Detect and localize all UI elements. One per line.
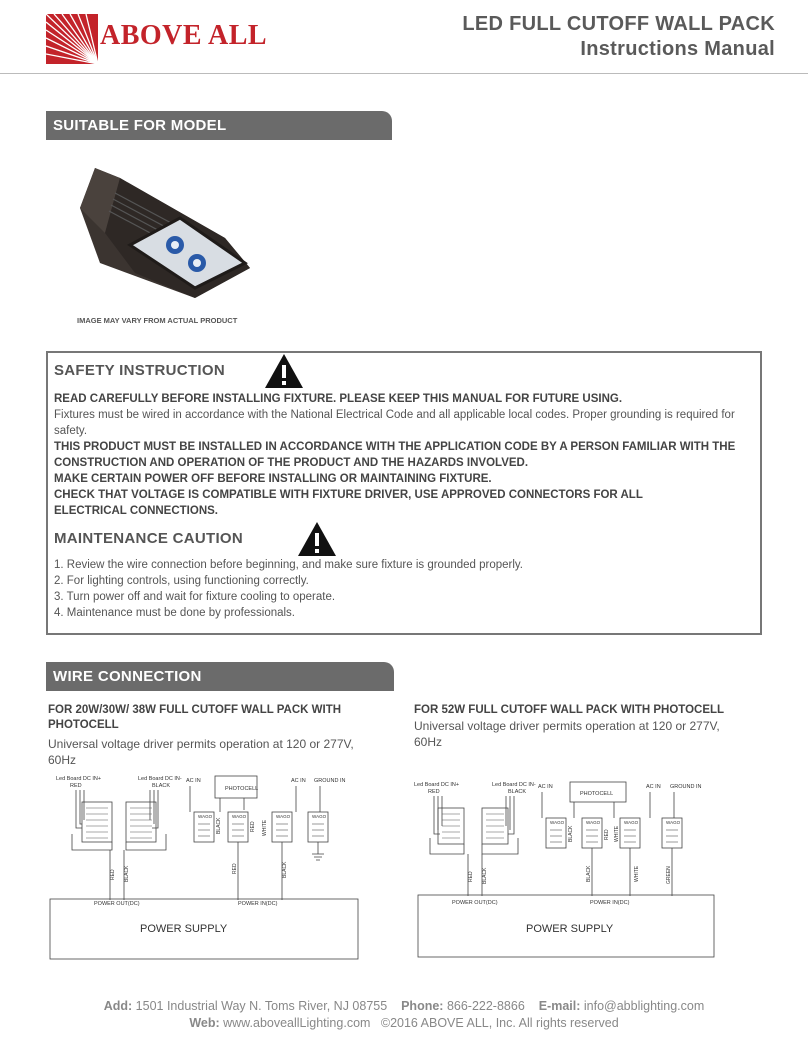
- label-black: BLACK: [586, 865, 592, 882]
- wiring-diagram-right: [414, 778, 716, 960]
- safety-line-5: CHECK THAT VOLTAGE IS COMPATIBLE WITH FIXTURE DRIVER, USE APPROVED CONNECTORS FOR ALL ELECTRICAL CONNECTIONS.: [54, 489, 643, 517]
- safety-line-1: READ CAREFULLY BEFORE INSTALLING FIXTURE. PLEASE KEEP THIS MANUAL FOR FUTURE USING.: [54, 393, 623, 405]
- label-ground-in: GROUND IN: [670, 784, 702, 790]
- label-wago: WAGO: [276, 814, 291, 819]
- label-black: BLACK: [508, 789, 527, 795]
- label-green: GREEN: [666, 866, 672, 884]
- label-power-out: POWER OUT(DC): [452, 900, 498, 906]
- safety-line-4: MAKE CERTAIN POWER OFF BEFORE INSTALLING OR MAINTAINING FIXTURE.: [54, 473, 492, 485]
- label-white: WHITE: [634, 865, 640, 882]
- label-black: BLACK: [216, 817, 222, 834]
- copyright-text: ©2016 ABOVE ALL, Inc. All rights reserved: [380, 1016, 619, 1030]
- label-photocell: PHOTOCELL: [580, 791, 614, 797]
- label-power-supply: POWER SUPPLY: [140, 923, 228, 935]
- wiring-right-subtitle: Universal voltage driver permits operation at 120 or 277V, 60Hz: [414, 719, 720, 749]
- label-red: RED: [70, 783, 82, 789]
- label-white: WHITE: [614, 825, 620, 842]
- title-line-1: LED FULL CUTOFF WALL PACK: [462, 13, 775, 35]
- phone-label: Phone:: [401, 999, 444, 1013]
- title-line-2: Instructions Manual: [580, 38, 775, 60]
- label-wago: WAGO: [586, 820, 601, 825]
- wall-pack-product-image: [75, 163, 255, 303]
- label-led-neg: Led Board DC IN-: [492, 782, 536, 788]
- section-tab-wire: WIRE CONNECTION: [46, 662, 394, 691]
- address-label: Add:: [103, 999, 133, 1013]
- label-red: RED: [604, 829, 610, 840]
- list-item: 4. Maintenance must be done by professionals.: [54, 607, 296, 619]
- label-ac-in: AC IN: [291, 778, 306, 784]
- label-black: BLACK: [482, 867, 488, 884]
- safety-line-3: THIS PRODUCT MUST BE INSTALLED IN ACCORDANCE WITH THE APPLICATION CODE BY A PERSON FAMILIAR WITH THE CONSTRUCTION AND OPERATION OF THE PRODUCT AND THE HAZARDS INVOLVED.: [54, 441, 736, 469]
- above-all-logo: [46, 14, 98, 64]
- header-divider: [0, 73, 808, 74]
- label-power-out: POWER OUT(DC): [94, 901, 140, 907]
- label-red: RED: [232, 863, 238, 874]
- label-photocell: PHOTOCELL: [225, 786, 259, 792]
- section-tab-model: SUITABLE FOR MODEL: [46, 111, 392, 140]
- label-wago: WAGO: [198, 814, 213, 819]
- label-wago: WAGO: [666, 820, 681, 825]
- label-white: WHITE: [262, 819, 268, 836]
- safety-heading: SAFETY INSTRUCTION: [54, 362, 225, 379]
- warning-icon: [297, 521, 337, 557]
- document-title: [462, 12, 775, 62]
- maintenance-heading: MAINTENANCE CAUTION: [54, 530, 244, 547]
- web-label: Web:: [189, 1016, 220, 1030]
- label-wago: WAGO: [312, 814, 327, 819]
- footer-contact: [0, 999, 808, 1013]
- wiring-left-header: [48, 703, 408, 768]
- label-led-pos: Led Board DC IN+: [414, 782, 460, 788]
- brand-name: ABOVE ALL: [100, 20, 268, 51]
- label-wago: WAGO: [232, 814, 247, 819]
- wiring-left-subtitle: Universal voltage driver permits operation at 120 or 277V, 60Hz: [48, 737, 354, 767]
- safety-instruction-box: [46, 351, 762, 635]
- label-black: BLACK: [282, 861, 288, 878]
- phone-text: 866-222-8866: [446, 999, 525, 1013]
- safety-line-2: Fixtures must be wired in accordance with the National Electrical Code and all applicable local codes. Proper grounding is required for safety.: [54, 409, 735, 437]
- list-item: 1. Review the wire connection before beginning, and make sure fixture is grounded properly.: [54, 559, 524, 571]
- list-item: 2. For lighting controls, using functioning correctly.: [54, 575, 309, 587]
- safety-text: [54, 391, 760, 519]
- image-caption: IMAGE MAY VARY FROM ACTUAL PRODUCT: [77, 316, 238, 325]
- wiring-right-title: FOR 52W FULL CUTOFF WALL PACK WITH PHOTOCELL: [414, 704, 725, 716]
- label-led-pos: Led Board DC IN+: [56, 776, 102, 782]
- wiring-right-header: [414, 703, 784, 750]
- email-link[interactable]: info@abblighting.com: [583, 999, 705, 1013]
- label-red: RED: [468, 871, 474, 882]
- web-link[interactable]: www.aboveallLighting.com: [223, 1016, 371, 1030]
- label-ac-in: AC IN: [186, 778, 201, 784]
- maintenance-list: [54, 557, 523, 621]
- wiring-diagram-left: [48, 772, 360, 962]
- address-text: 1501 Industrial Way N. Toms River, NJ 08755: [135, 999, 388, 1013]
- label-led-neg: Led Board DC IN-: [138, 776, 182, 782]
- email-label: E-mail:: [538, 999, 581, 1013]
- list-item: 3. Turn power off and wait for fixture cooling to operate.: [54, 591, 336, 603]
- label-wago: WAGO: [550, 820, 565, 825]
- label-ground-in: GROUND IN: [314, 778, 346, 784]
- label-power-in: POWER IN(DC): [238, 901, 278, 907]
- label-red: RED: [110, 869, 116, 880]
- label-power-supply: POWER SUPPLY: [526, 923, 614, 935]
- warning-icon: [264, 353, 304, 389]
- label-red: RED: [250, 821, 256, 832]
- label-black: BLACK: [124, 865, 130, 882]
- label-wago: WAGO: [624, 820, 639, 825]
- label-black: BLACK: [152, 783, 171, 789]
- label-black: BLACK: [568, 825, 574, 842]
- label-red: RED: [428, 789, 440, 795]
- wiring-left-title: FOR 20W/30W/ 38W FULL CUTOFF WALL PACK WITH PHOTOCELL: [48, 704, 342, 731]
- footer-web: [0, 1016, 808, 1030]
- label-ac-in: AC IN: [538, 784, 553, 790]
- label-power-in: POWER IN(DC): [590, 900, 630, 906]
- label-ac-in: AC IN: [646, 784, 661, 790]
